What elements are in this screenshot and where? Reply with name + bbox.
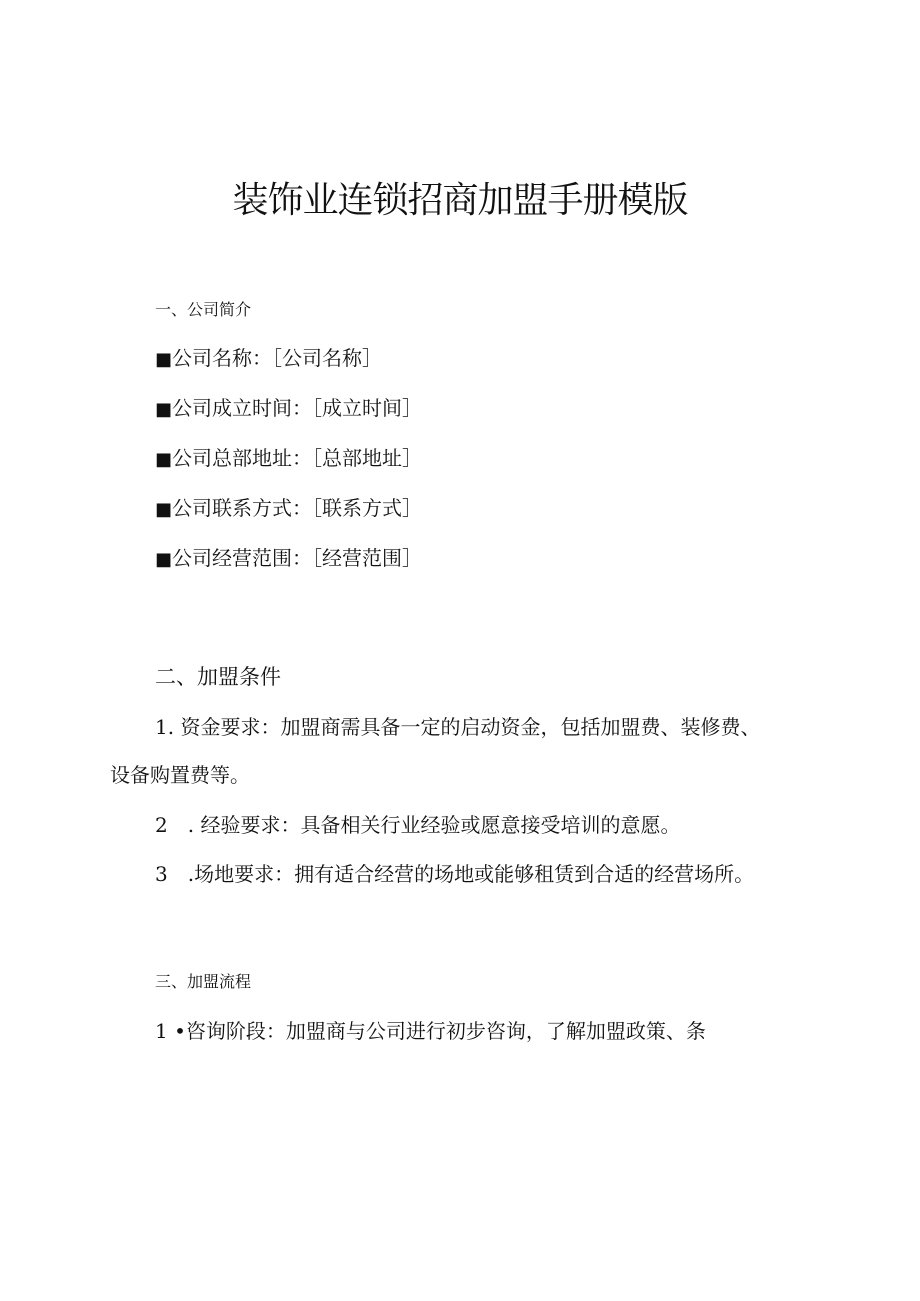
document-title: 装饰业连锁招商加盟手册模版 [232,180,688,221]
join-condition-experience: 2 . 经验要求：具备相关行业经验或愿意接受培训的意愿。 [155,813,681,837]
company-info-item-name [155,343,382,375]
company-info-item-contact [155,493,422,525]
item-value: ［总部地址］ [312,446,423,470]
section2-heading: 二、加盟条件 [155,665,281,689]
join-condition-funds-line2: 设备购置费等。 [110,763,250,787]
bullet-square-icon: ■ [155,399,173,420]
item-value: ［成立时间］ [312,396,423,420]
section1-heading: 一、公司简介 [155,300,252,319]
join-process-consult: 1 •咨询阶段：加盟商与公司进行初步咨询，了解加盟政策、条 [155,1019,706,1043]
join-condition-funds-line1: 1. 资金要求：加盟商需具备一定的启动资金，包括加盟费、装修费、 [155,715,761,739]
item-value: ［经营范围］ [312,546,423,570]
company-info-item-address [155,443,422,475]
bullet-square-icon: ■ [155,449,173,470]
company-info-item-founded [155,393,422,425]
bullet-square-icon: ■ [155,349,173,370]
item-label: 公司总部地址： [172,446,313,470]
item-label: 公司联系方式： [172,496,313,520]
bullet-square-icon: ■ [155,499,173,520]
section3-heading: 三、加盟流程 [155,972,252,991]
item-value: ［联系方式］ [312,496,423,520]
company-info-item-scope [155,543,422,575]
item-label: 公司成立时间： [172,396,313,420]
join-condition-site: 3 .场地要求：拥有适合经营的场地或能够租赁到合适的经营场所。 [155,862,755,886]
item-label: 公司名称： [172,346,273,370]
bullet-square-icon: ■ [155,549,173,570]
item-label: 公司经营范围： [172,546,313,570]
item-value: ［公司名称］ [272,346,383,370]
